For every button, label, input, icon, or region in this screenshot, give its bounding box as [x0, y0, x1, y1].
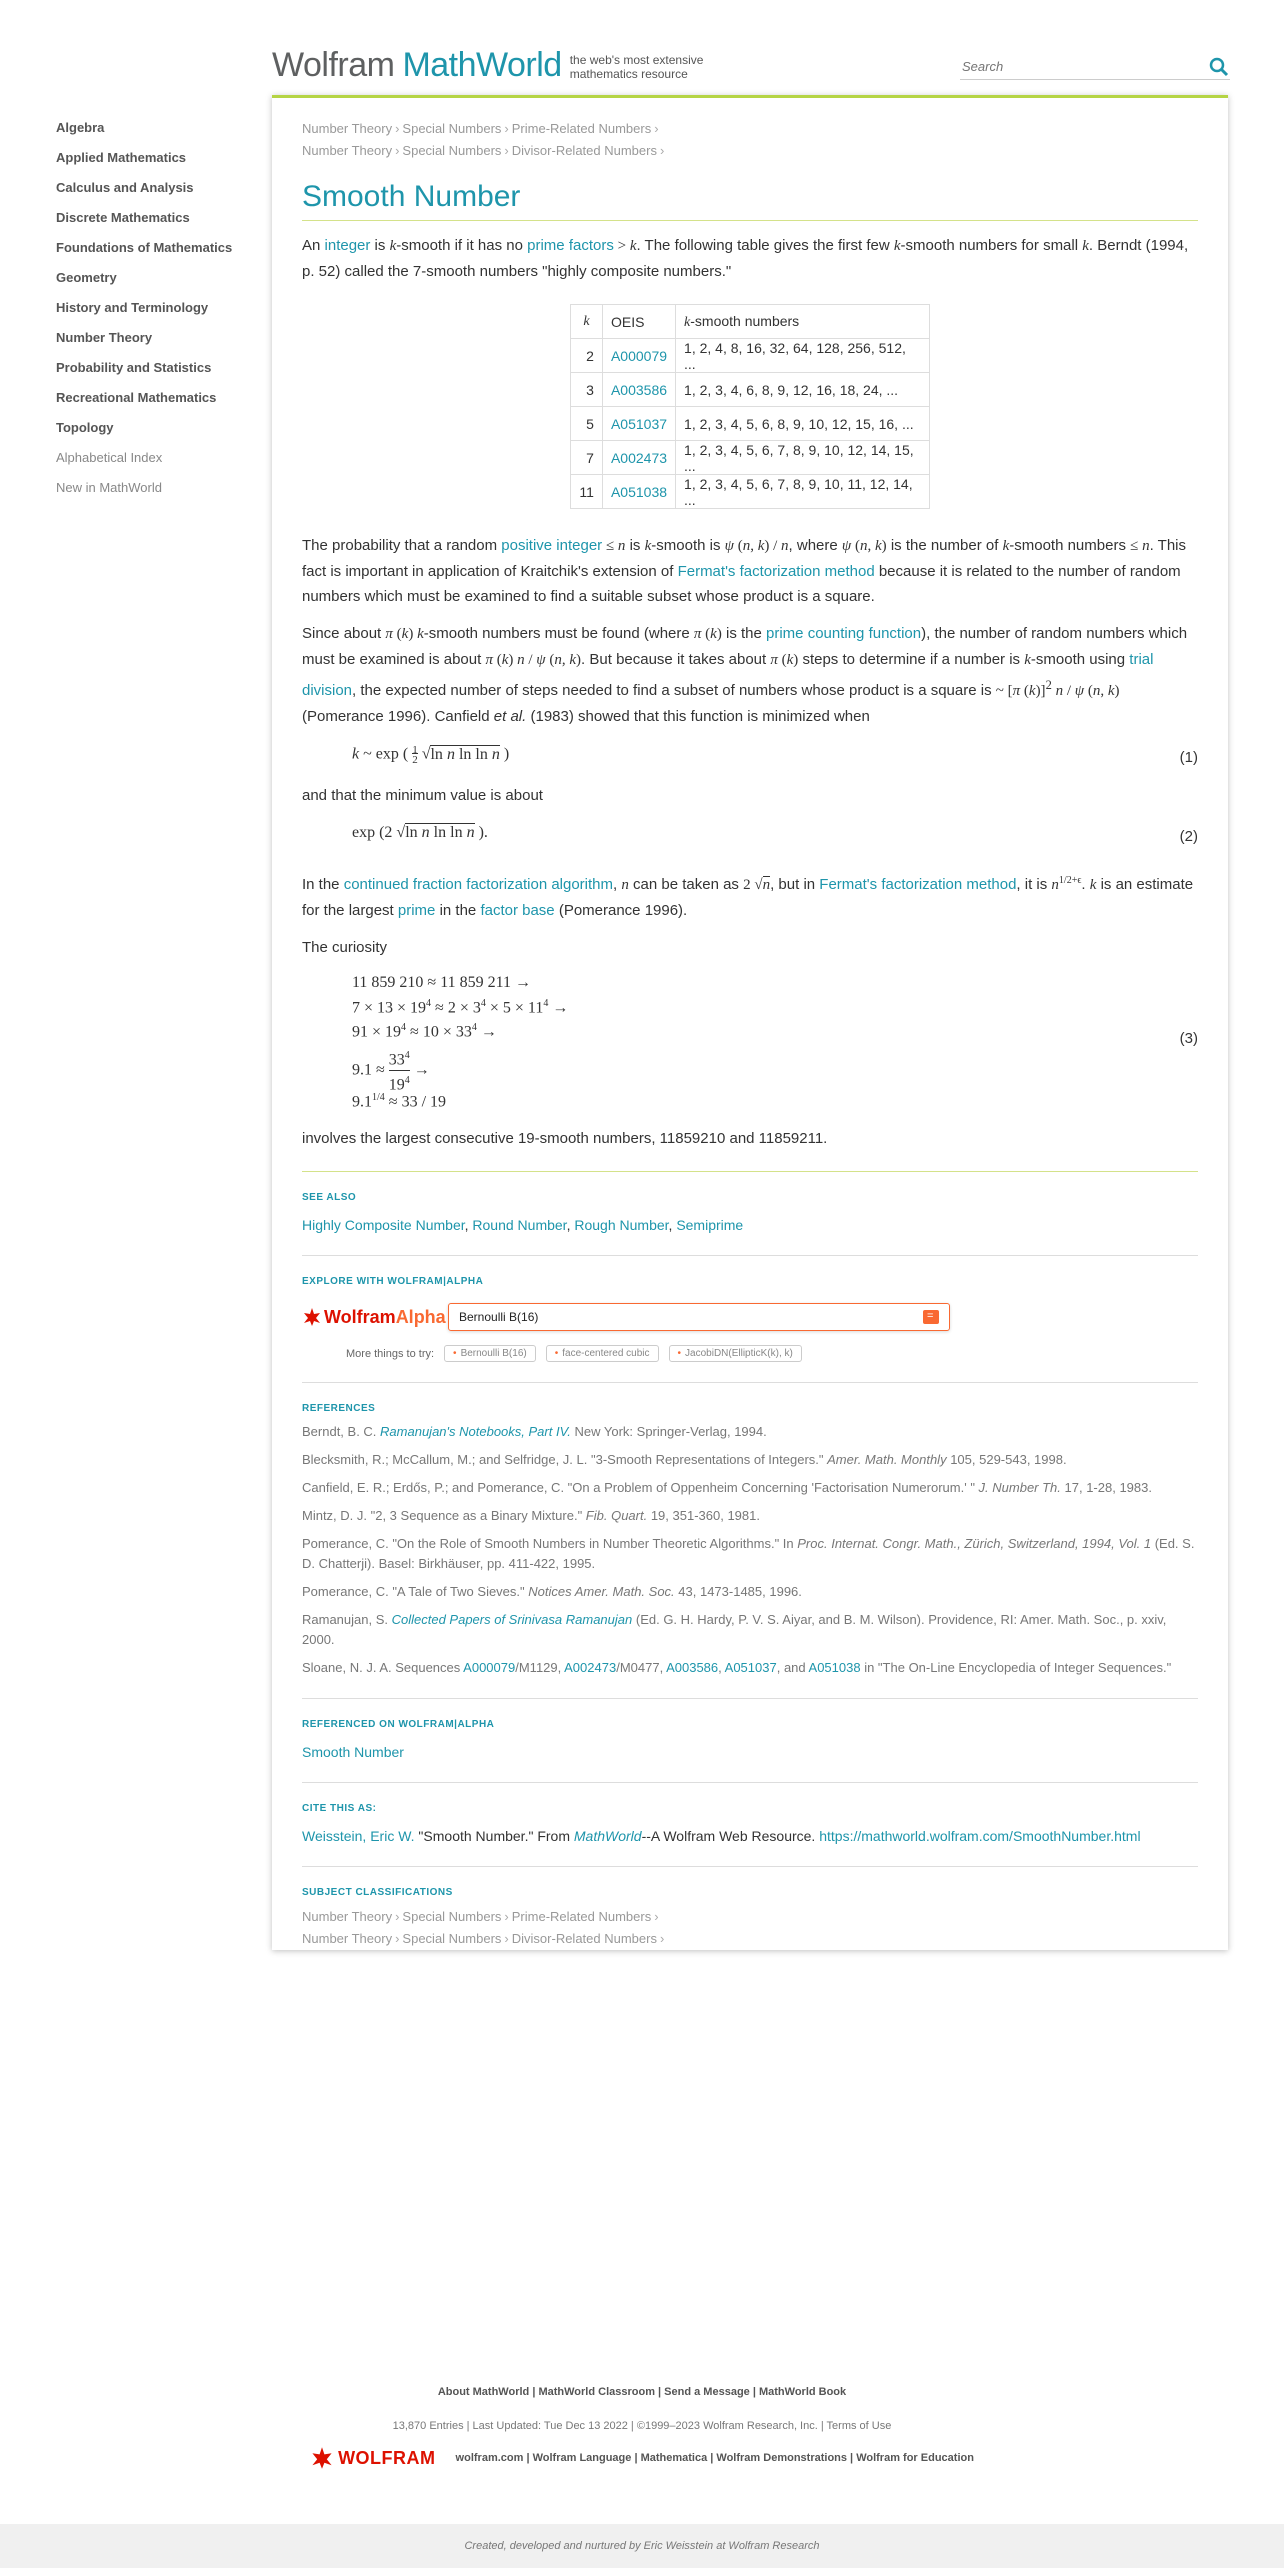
math-k: k	[1089, 877, 1097, 893]
breadcrumb-separator: ›	[659, 1931, 665, 1946]
text-italic: Amer. Math. Monthly	[827, 1452, 947, 1467]
footer-wolfram-row	[0, 2446, 1284, 2470]
text: 43, 1473-1485, 1996.	[674, 1584, 802, 1599]
site-footer	[0, 2386, 1284, 2470]
breadcrumb-link[interactable]: Number Theory	[302, 121, 393, 136]
breadcrumb-link[interactable]: Prime-Related Numbers	[511, 1909, 652, 1924]
math-expr: ψ (n, k) / n	[724, 538, 789, 554]
cell-oeis	[602, 407, 675, 441]
sidebar-item-alphabetical-index[interactable]: Alphabetical Index	[56, 450, 163, 465]
sidebar-item-new-in-mathworld[interactable]: New in MathWorld	[56, 480, 162, 495]
suggestions-label: More things to try:	[346, 1347, 435, 1360]
text: Blecksmith, R.; McCallum, M.; and Selfridge, J. L. "3-Smooth Representations of Integers."	[302, 1452, 828, 1467]
equation-line: $9.1 \approx 33^4$ $19^4$ →	[352, 1050, 430, 1094]
cell-oeis	[602, 373, 675, 407]
article-content	[302, 118, 1198, 1950]
cell-k: 3	[570, 373, 602, 407]
text: (Ed. S. D. Chatterji). Basel: Birkhäuser, pp. 411-422, 1995.	[302, 1536, 1195, 1571]
text: is	[625, 537, 645, 554]
text: (Pomerance 1996).	[554, 902, 688, 919]
text: ,	[718, 1660, 725, 1675]
search-input[interactable]	[960, 54, 1200, 78]
reference-item	[302, 1658, 1198, 1678]
breadcrumb-separator: ›	[504, 1909, 509, 1924]
breadcrumb	[302, 118, 1198, 162]
math-expr: π (k) n / ψ (n, k)	[485, 652, 582, 668]
sidebar-item-topology[interactable]: Topology	[56, 420, 114, 435]
text: -smooth is	[651, 537, 725, 554]
text: . The following table gives the first few	[636, 237, 894, 254]
sidebar-item-number-theory[interactable]: Number Theory	[56, 330, 153, 345]
oeis-link[interactable]: A003586	[610, 381, 668, 398]
equation-line: $9.1^{1/4} \approx 33 / 19$	[352, 1092, 447, 1111]
breadcrumb-link[interactable]: Divisor-Related Numbers	[511, 143, 657, 158]
text-paragraph: and that the minimum value is about	[302, 787, 543, 804]
logo-text: Alpha	[395, 1306, 446, 1327]
equation-1	[302, 735, 1198, 781]
oeis-link[interactable]: A051037	[724, 1660, 777, 1675]
text: ), the number of random numbers which must be examined is about	[302, 625, 1188, 668]
text: The probability that a random	[302, 537, 502, 554]
sidebar-item-geometry[interactable]: Geometry	[56, 270, 117, 285]
math-expr: π (k) k	[385, 626, 424, 642]
prime-factors-link[interactable]: prime factors	[527, 237, 614, 254]
query-text: Bernoulli B(16)	[459, 1310, 539, 1324]
equation-3	[302, 964, 1198, 1112]
math-k: k	[1024, 652, 1031, 668]
breadcrumb-link[interactable]: Number Theory	[302, 143, 393, 158]
text: , where	[788, 537, 842, 554]
see-also-link[interactable]: Highly Composite Number	[302, 1217, 465, 1233]
cell-numbers: 1, 2, 3, 4, 5, 6, 7, 8, 9, 10, 11, 12, 14, ...	[676, 475, 930, 509]
equation-number: (1)	[1179, 749, 1198, 766]
breadcrumb-row	[302, 1906, 1198, 1928]
factor-base-paragraph	[302, 868, 1198, 923]
bullet-icon: •	[677, 1348, 682, 1359]
logo-text: WOLFRAM	[338, 2447, 436, 2468]
text: 17, 1-28, 1983.	[1060, 1480, 1152, 1495]
text: (1983) showed that this function is minimized when	[526, 708, 870, 725]
reference-item	[302, 1422, 1198, 1442]
reference-link[interactable]: Collected Papers of Srinivasa Ramanujan	[391, 1612, 633, 1627]
reference-link[interactable]: Ramanujan's Notebooks, Part IV.	[380, 1424, 571, 1439]
column-header-k: k	[570, 305, 602, 339]
text: -smooth numbers	[1009, 537, 1131, 554]
cell-numbers: 1, 2, 4, 8, 16, 32, 64, 128, 256, 512, ...	[676, 339, 930, 373]
cite-section	[302, 1782, 1198, 1846]
page-title: Smooth Number	[302, 180, 1198, 221]
logo-tagline: the web's most extensive mathematics resource	[569, 53, 704, 81]
column-header-oeis: OEIS	[602, 305, 675, 339]
section-heading: SEE ALSO	[302, 1192, 357, 1203]
footer-wolfram-links[interactable]: wolfram.com | Wolfram Language | Mathematica | Wolfram Demonstrations | Wolfram for Education	[455, 2452, 974, 2464]
math-k: k	[389, 238, 397, 254]
credit-bar	[0, 2524, 1284, 2568]
text: Pomerance, C. "A Tale of Two Sieves."	[302, 1584, 529, 1599]
math-expr: ψ (n, k)	[841, 538, 887, 554]
chip-label: Bernoulli B(16)	[460, 1348, 527, 1359]
positive-integer-link[interactable]: positive integer	[501, 537, 603, 554]
math-k: k	[684, 314, 691, 330]
wolfram-alpha-row	[302, 1303, 1198, 1331]
cell-oeis	[602, 441, 675, 475]
fermat-factorization-link[interactable]: Fermat's factorization method	[677, 563, 875, 580]
chip-label: JacobiDN(EllipticK(k), k)	[685, 1348, 793, 1359]
math-expr: π (k)	[770, 652, 799, 668]
subject-section	[302, 1866, 1198, 1950]
text: . Berndt (1994, p. 52) called the 7-smooth numbers "highly composite numbers."	[302, 237, 1189, 280]
text: Sloane, N. J. A. Sequences	[302, 1660, 464, 1675]
math-k: k	[893, 238, 901, 254]
footer-info: 13,870 Entries | Last Updated: Tue Dec 13 2022 | ©1999–2023 Wolfram Research, Inc. | Terms of Use	[392, 2420, 892, 2432]
referenced-links	[302, 1742, 1198, 1762]
breadcrumb-link[interactable]: Special Numbers	[402, 143, 502, 158]
breadcrumb-separator: ›	[395, 1931, 400, 1946]
suggestion-chip[interactable]	[546, 1345, 659, 1362]
text: . This fact is important in application of Kraitchik's extension of	[302, 537, 1187, 580]
cell-oeis	[602, 339, 675, 373]
equation-expression: exp (2 √ln n ln ln n ).	[352, 824, 488, 841]
reference-item	[302, 1582, 1198, 1602]
sidebar-item-applied-mathematics[interactable]: Applied Mathematics	[56, 150, 187, 165]
wolfram-spikey-icon	[302, 1307, 322, 1327]
text: -smooth numbers for small	[900, 237, 1083, 254]
topic-sidebar	[56, 118, 266, 508]
reference-item	[302, 1610, 1198, 1650]
equation-line: 11 859 210 ≈ 11 859 211 →	[352, 974, 531, 991]
mathworld-link[interactable]: MathWorld	[573, 1828, 642, 1844]
text: -smooth numbers must be found (where	[423, 625, 694, 642]
text: "Smooth Number." From	[414, 1828, 574, 1844]
cell-k: 7	[570, 441, 602, 475]
math-k: k	[644, 538, 652, 554]
see-also-links: Highly Composite Number, Round Number, Rough Number, Semiprime	[302, 1217, 744, 1233]
text: is the	[721, 625, 767, 642]
suggestion-chip[interactable]	[669, 1345, 802, 1362]
oeis-link[interactable]: A000079	[463, 1660, 516, 1675]
author-link[interactable]: Weisstein, Eric W.	[302, 1828, 415, 1844]
see-also-link[interactable]: Semiprime	[676, 1217, 744, 1233]
math-expr: > k	[613, 238, 637, 254]
text: Since about	[302, 625, 386, 642]
text: , and	[776, 1660, 809, 1675]
equation-number: (2)	[1179, 828, 1198, 845]
text: 105, 529-543, 1998.	[946, 1452, 1067, 1467]
text-paragraph: The curiosity	[302, 939, 388, 956]
text: . But because it takes about	[581, 651, 771, 668]
breadcrumb-separator: ›	[654, 1909, 659, 1924]
see-also-link[interactable]: Rough Number	[574, 1217, 669, 1233]
credit-text: Created, developed and nurtured by Eric Weisstein at Wolfram Research	[464, 2540, 820, 2552]
see-also-section	[302, 1171, 1198, 1235]
text: , the expected number of steps needed to find a subset of numbers whose product is a square is	[352, 682, 996, 699]
sidebar-item-calculus-and-analysis[interactable]: Calculus and Analysis	[56, 180, 194, 195]
wolfram-alpha-logo[interactable]	[302, 1307, 448, 1328]
text: Berndt, B. C.	[302, 1424, 381, 1439]
breadcrumb-separator: ›	[504, 1931, 509, 1946]
bullet-icon: •	[453, 1348, 457, 1359]
text: is the number of	[886, 537, 1003, 554]
breadcrumb-link[interactable]: Prime-Related Numbers	[511, 121, 652, 136]
section-heading: REFERENCES	[302, 1403, 376, 1414]
breadcrumb-link[interactable]: Number Theory	[302, 1909, 393, 1924]
text-italic: et al.	[493, 708, 527, 725]
text: (Pomerance 1996). Canfield	[302, 708, 494, 725]
text-paragraph: involves the largest consecutive 19-smooth numbers, 11859210 and 11859211.	[302, 1130, 828, 1147]
suggestions-row	[346, 1345, 1198, 1362]
factor-base-link[interactable]: factor base	[480, 902, 555, 919]
oeis-link[interactable]: A003586	[666, 1660, 719, 1675]
text: .	[1081, 876, 1090, 893]
text: Canfield, E. R.; Erdős, P.; and Pomerance, C. "On a Problem of Oppenheim Concerning 'Factorisation Numerorum.' "	[302, 1480, 979, 1495]
breadcrumb-separator: ›	[654, 121, 659, 136]
expected-steps-paragraph	[302, 621, 1198, 729]
cell-oeis	[602, 475, 675, 509]
math-expr: ~ [π (k)]$^2$ n / ψ (n, k)	[995, 678, 1120, 699]
text: steps to determine if a number is	[798, 651, 1025, 668]
oeis-link[interactable]: A000079	[610, 347, 668, 364]
section-heading: EXPLORE WITH WOLFRAM|ALPHA	[302, 1276, 484, 1287]
prime-link[interactable]: prime	[397, 902, 436, 919]
math-expr: ≤ n	[1130, 538, 1150, 554]
reference-item	[302, 1506, 1198, 1526]
breadcrumb-separator: ›	[395, 1909, 400, 1924]
sidebar-item-algebra[interactable]: Algebra	[56, 120, 105, 135]
cell-numbers: 1, 2, 3, 4, 5, 6, 7, 8, 9, 10, 12, 14, 15, ...	[676, 441, 930, 475]
logo-text: Wolfram	[324, 1306, 396, 1327]
section-heading: REFERENCED ON WOLFRAM|ALPHA	[302, 1719, 495, 1730]
breadcrumb-row	[302, 140, 1198, 162]
text: /M1129,	[515, 1660, 565, 1675]
text-italic: Fib. Quart.	[585, 1508, 648, 1523]
suggestion-chip[interactable]	[444, 1345, 536, 1362]
table-row	[570, 475, 929, 509]
search-box	[960, 54, 1230, 80]
table-row	[570, 339, 929, 373]
oeis-link[interactable]: A051038	[808, 1660, 861, 1675]
reference-item	[302, 1534, 1198, 1574]
subject-breadcrumb	[302, 1906, 1198, 1950]
see-also-link[interactable]: Round Number	[472, 1217, 567, 1233]
integer-link[interactable]: integer	[324, 237, 371, 254]
cell-numbers: 1, 2, 3, 4, 5, 6, 8, 9, 10, 12, 15, 16, ...	[676, 407, 930, 441]
text: in "The On-Line Encyclopedia of Integer Sequences."	[860, 1660, 1172, 1675]
breadcrumb-separator: ›	[504, 121, 509, 136]
smooth-numbers-table	[570, 304, 930, 509]
breadcrumb-link[interactable]: Special Numbers	[402, 121, 502, 136]
permalink[interactable]: https://mathworld.wolfram.com/SmoothNumber.html	[819, 1828, 1141, 1844]
reference-list	[302, 1422, 1198, 1678]
text: New York: Springer-Verlag, 1994.	[570, 1424, 767, 1439]
text-italic: J. Number Th.	[978, 1480, 1061, 1495]
cell-k: 2	[570, 339, 602, 373]
text: Pomerance, C. "On the Role of Smooth Numbers in Number Theoretic Algorithms." In	[302, 1536, 798, 1551]
text: Mintz, D. J. "2, 3 Sequence as a Binary Mixture."	[302, 1508, 586, 1523]
intro-paragraph	[302, 233, 1198, 284]
math-expr: π (k)	[693, 626, 722, 642]
breadcrumb-row	[302, 118, 1198, 140]
text: is	[370, 237, 390, 254]
text: -smooth using	[1030, 651, 1130, 668]
equation-number: (3)	[1179, 1030, 1198, 1047]
chip-label: face-centered cubic	[562, 1348, 650, 1359]
wolfram-alpha-query-input[interactable]	[448, 1303, 950, 1331]
breadcrumb-separator: ›	[504, 143, 509, 158]
text: , it is	[1016, 876, 1052, 893]
sidebar-item-probability-and-statistics[interactable]: Probability and Statistics	[56, 360, 212, 375]
breadcrumb-link[interactable]: Special Numbers	[402, 1909, 502, 1924]
cell-k: 5	[570, 407, 602, 441]
text: In the	[302, 876, 344, 893]
text: can be taken as	[628, 876, 744, 893]
oeis-link[interactable]: A002473	[610, 449, 668, 466]
text: because it is related to the number of random numbers which must be examined to find a suitable subset whose product is a square.	[302, 563, 1181, 605]
compute-button[interactable]	[923, 1310, 939, 1324]
reference-item	[302, 1450, 1198, 1470]
math-expr: 2 √n	[743, 877, 771, 893]
text: ,	[613, 876, 622, 893]
fermat-factorization-link[interactable]: Fermat's factorization method	[819, 876, 1017, 893]
table-row	[570, 407, 929, 441]
article-card	[272, 95, 1228, 1950]
referenced-link[interactable]: Smooth Number	[302, 1744, 404, 1760]
sidebar-item-history-and-terminology[interactable]: History and Terminology	[56, 300, 209, 315]
cell-k: 11	[570, 475, 602, 509]
math-k: k	[1082, 238, 1089, 254]
equation-2	[302, 814, 1198, 860]
text: is an estimate for the largest	[302, 876, 1194, 919]
oeis-link[interactable]: A051037	[610, 415, 668, 432]
table-row	[570, 373, 929, 407]
text: in the	[435, 902, 481, 919]
section-heading: CITE THIS AS:	[302, 1803, 377, 1814]
breadcrumb-link[interactable]: Number Theory	[302, 1931, 393, 1946]
text-italic: Notices Amer. Math. Soc.	[528, 1584, 675, 1599]
explore-section	[302, 1255, 1198, 1362]
math-expr: ≤ n	[602, 538, 626, 554]
math-n: n	[621, 877, 629, 893]
references-section	[302, 1382, 1198, 1678]
wolfram-logo[interactable]	[310, 2446, 435, 2470]
breadcrumb-separator: ›	[395, 121, 400, 136]
oeis-link[interactable]: A002473	[564, 1660, 617, 1675]
probability-paragraph	[302, 533, 1198, 609]
footer-links[interactable]: About MathWorld | MathWorld Classroom | Send a Message | MathWorld Book	[437, 2386, 847, 2398]
math-k: k	[1002, 538, 1010, 554]
sidebar-item-recreational-mathematics[interactable]: Recreational Mathematics	[56, 390, 217, 405]
logo-wolfram-text: Wolfram	[272, 46, 395, 84]
breadcrumb-link[interactable]: Special Numbers	[402, 1931, 502, 1946]
sidebar-item-foundations-of-mathematics[interactable]: Foundations of Mathematics	[56, 240, 233, 255]
reference-item	[302, 1478, 1198, 1498]
breadcrumb-row	[302, 1928, 1198, 1950]
mathworld-logo[interactable]	[272, 46, 710, 85]
wolfram-spikey-icon	[310, 2446, 334, 2470]
referenced-section	[302, 1698, 1198, 1762]
column-header-smooth-numbers: k-smooth numbers	[676, 305, 930, 339]
citation	[302, 1826, 1198, 1846]
search-icon[interactable]	[1208, 56, 1230, 78]
bullet-icon: •	[554, 1348, 559, 1359]
prime-counting-function-link[interactable]: prime counting function	[766, 625, 922, 642]
continued-fraction-link[interactable]: continued fraction factorization algorithm	[343, 876, 614, 893]
text: 19, 351-360, 1981.	[647, 1508, 760, 1523]
breadcrumb-separator: ›	[395, 143, 400, 158]
oeis-link[interactable]: A051038	[610, 483, 668, 500]
text: -smooth if it has no	[396, 237, 528, 254]
breadcrumb-link[interactable]: Divisor-Related Numbers	[511, 1931, 657, 1946]
equation-line: $91 \times 19^4 \approx 10 \times 33^4$ →	[352, 1022, 497, 1041]
sidebar-item-discrete-mathematics[interactable]: Discrete Mathematics	[56, 210, 190, 225]
text: , but in	[770, 876, 820, 893]
text: (Ed. G. H. Hardy, P. V. S. Aiyar, and B. M. Wilson). Providence, RI: Amer. Math. Soc., p. xxiv, 2000.	[302, 1612, 1167, 1647]
breadcrumb-separator: ›	[659, 143, 665, 158]
math-expr: $n^{1/2+\epsilon}$	[1051, 875, 1082, 893]
trial-division-link[interactable]: trial division	[302, 651, 1154, 699]
text: Ramanujan, S.	[302, 1612, 392, 1627]
text: --A Wolfram Web Resource.	[641, 1828, 820, 1844]
table-row	[570, 441, 929, 475]
text-italic: Proc. Internat. Congr. Math., Zürich, Switzerland, 1994, Vol. 1	[797, 1536, 1152, 1551]
site-header	[272, 40, 1230, 95]
equation-expression: k ~ exp ( 1 2 √ln n ln ln n )	[352, 744, 510, 766]
logo-mathworld-text: MathWorld	[402, 46, 562, 84]
section-heading: SUBJECT CLASSIFICATIONS	[302, 1887, 453, 1898]
table-header-row	[570, 305, 929, 339]
text: An	[302, 237, 325, 254]
equation-line: $7 \times 13 \times 19^4 \approx 2 \times 3^4 \times 5 \times 11^4$ →	[352, 998, 569, 1017]
text: /M0477,	[616, 1660, 667, 1675]
cell-numbers: 1, 2, 3, 4, 6, 8, 9, 12, 16, 18, 24, ...	[676, 373, 930, 407]
